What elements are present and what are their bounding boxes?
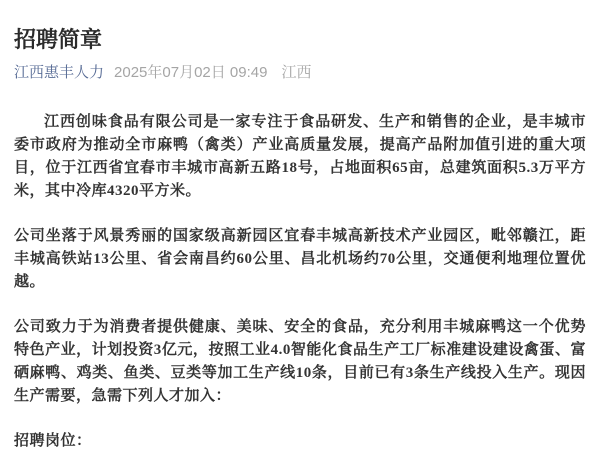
article-body: [14, 111, 586, 450]
page-title: 招聘简章: [14, 27, 103, 52]
publish-location: 江西: [281, 64, 312, 81]
paragraph-production-intro: 公司致力于为消费者提供健康、美味、安全的食品，充分利用丰城麻鸭这一个优势特色产业，计划投资3亿元，按照工业4.0智能化食品生产工厂标准建设建设禽蛋、富硒麻鸭、鸡类、鱼类、豆类等加工生产线10条，目前已有3条生产线投入生产。现因生产需要，急需下列人才加入：: [14, 319, 586, 404]
paragraph-location-intro: 公司坐落于风景秀丽的国家级高新园区宜春丰城高新技术产业园区，毗邻赣江，距丰城高铁站13公里、省会南昌约60公里、昌北机场约70公里，交通便利地理位置优越。: [14, 228, 586, 290]
account-link[interactable]: 江西惠丰人力: [14, 64, 105, 81]
byline: [14, 65, 586, 81]
recruit-positions-label: 招聘岗位：: [14, 433, 92, 449]
paragraph-company-intro: 江西创味食品有限公司是一家专注于食品研发、生产和销售的企业，是丰城市委市政府为推动全市麻鸭（禽类）产业高质量发展，提高产品附加值引进的重大项目，位于江西省宜春市丰城市高新五路18号，占地面积65亩，总建筑面积5.3万平方米，其中冷库4320平方米。: [14, 114, 586, 199]
publish-date: 2025年07月02日 09:49: [114, 64, 268, 81]
